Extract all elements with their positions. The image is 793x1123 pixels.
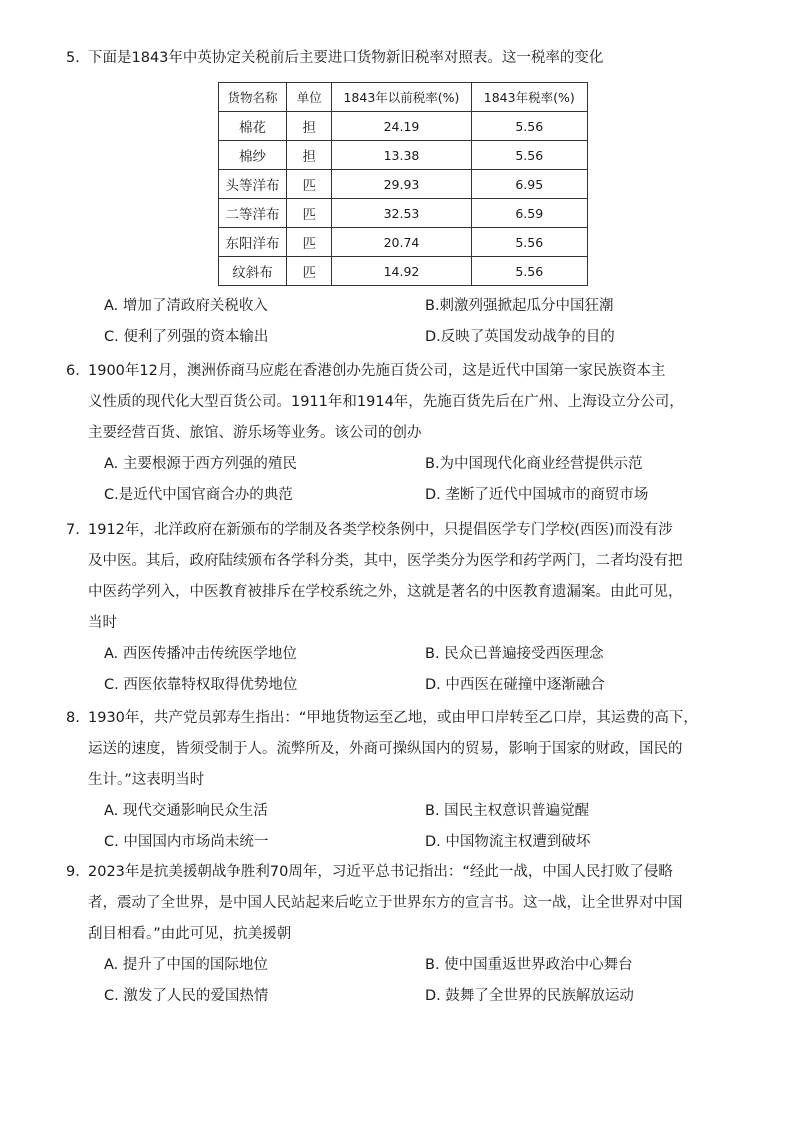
option-d[interactable]: D.反映了英国发动战争的目的: [425, 329, 615, 345]
option-a[interactable]: A. 主要根源于西方列强的殖民: [104, 456, 297, 472]
header-new-rate: 1843年税率(%): [471, 83, 587, 112]
stem-line: 义性质的现代化大型百货公司。1911年和1914年，先施百货先后在广州、上海设立分公司，: [88, 394, 684, 410]
new-rate-cell: 6.59: [471, 199, 587, 228]
stem-line: 刮目相看。”由此可见，抗美援朝: [88, 926, 292, 942]
option-d[interactable]: D. 中国物流主权遭到破坏: [425, 834, 591, 850]
question-8: [0, 703, 793, 858]
options-row: [0, 670, 793, 701]
unit-cell: 担: [287, 112, 332, 141]
goods-cell: 棉纱: [219, 141, 287, 170]
unit-cell: 匹: [287, 199, 332, 228]
options-row: [0, 827, 793, 858]
goods-cell: 纹斜布: [219, 257, 287, 286]
table-row: [219, 141, 588, 170]
options-row: [0, 796, 793, 827]
new-rate-cell: 6.95: [471, 170, 587, 199]
stem-line: 运送的速度，皆须受制于人。流弊所及，外商可操纵国内的贸易，影响于国家的财政，国民的: [88, 741, 683, 757]
goods-cell: 棉花: [219, 112, 287, 141]
old-rate-cell: 24.19: [332, 112, 471, 141]
question-stem: [0, 703, 793, 796]
old-rate-cell: 29.93: [332, 170, 471, 199]
old-rate-cell: 20.74: [332, 228, 471, 257]
stem-line: 2023年是抗美援朝战争胜利70周年，习近平总书记指出：“经此一战，中国人民打败了侵略: [88, 864, 673, 880]
old-rate-cell: 14.92: [332, 257, 471, 286]
table-row: [219, 170, 588, 199]
option-d[interactable]: D. 垄断了近代中国城市的商贸市场: [425, 487, 649, 503]
tariff-table: [218, 82, 588, 286]
question-7: [0, 515, 793, 701]
table-row: [219, 112, 588, 141]
question-9: [0, 857, 793, 1012]
stem-line: 者，震动了全世界，是中国人民站起来后屹立于世界东方的宣言书。这一战，让全世界对中国: [88, 895, 683, 911]
new-rate-cell: 5.56: [471, 257, 587, 286]
goods-cell: 二等洋布: [219, 199, 287, 228]
option-a[interactable]: A. 增加了清政府关税收入: [104, 298, 268, 314]
option-b[interactable]: B. 民众已普遍接受西医理念: [425, 646, 604, 662]
option-c[interactable]: C. 中国国内市场尚未统一: [104, 834, 269, 850]
question-stem: [0, 43, 793, 74]
question-5: [0, 43, 793, 74]
question-stem: [0, 857, 793, 950]
stem-line: 中医药学列入，中医教育被排斥在学校系统之外，这就是著名的中医教育遗漏案。由此可见，: [88, 584, 683, 600]
stem-line: 及中医。其后，政府陆续颁布各学科分类，其中，医学类分为医学和药学两门，二者均没有把: [88, 553, 683, 569]
option-a[interactable]: A. 现代交通影响民众生活: [104, 803, 268, 819]
new-rate-cell: 5.56: [471, 141, 587, 170]
question-number: 7.: [66, 522, 80, 538]
header-goods: 货物名称: [219, 83, 287, 112]
question-number: 9.: [66, 864, 80, 880]
table-row: [219, 228, 588, 257]
options-row: [0, 639, 793, 670]
option-a[interactable]: A. 提升了中国的国际地位: [104, 957, 268, 973]
option-b[interactable]: B. 使中国重返世界政治中心舞台: [425, 957, 633, 973]
option-b[interactable]: B.为中国现代化商业经营提供示范: [425, 456, 643, 472]
question-5-options: [0, 291, 793, 353]
options-row: [0, 449, 793, 480]
old-rate-cell: 32.53: [332, 199, 471, 228]
new-rate-cell: 5.56: [471, 112, 587, 141]
unit-cell: 匹: [287, 257, 332, 286]
goods-cell: 头等洋布: [219, 170, 287, 199]
options-row: [0, 322, 793, 353]
question-6: [0, 356, 793, 511]
new-rate-cell: 5.56: [471, 228, 587, 257]
stem-line: 生计。”这表明当时: [88, 772, 205, 788]
stem-line: 1930年，共产党员郭寿生指出：“甲地货物运至乙地，或由甲口岸转至乙口岸，其运费的高下，: [88, 710, 698, 726]
stem-line: 下面是1843年中英协定关税前后主要进口货物新旧税率对照表。这一税率的变化: [88, 50, 604, 66]
options-row: [0, 981, 793, 1012]
old-rate-cell: 13.38: [332, 141, 471, 170]
option-c[interactable]: C. 便利了列强的资本输出: [104, 329, 269, 345]
stem-line: 当时: [88, 615, 117, 631]
question-number: 8.: [66, 710, 80, 726]
option-c[interactable]: C.是近代中国官商合办的典范: [104, 487, 293, 503]
table-header-row: [219, 83, 588, 112]
option-b[interactable]: B. 国民主权意识普遍觉醒: [425, 803, 590, 819]
options-row: [0, 950, 793, 981]
goods-cell: 东阳洋布: [219, 228, 287, 257]
question-stem: [0, 515, 793, 639]
table-row: [219, 257, 588, 286]
stem-line: 1900年12月，澳洲侨商马应彪在香港创办先施百货公司，这是近代中国第一家民族资本主: [88, 363, 666, 379]
option-b[interactable]: B.刺激列强掀起瓜分中国狂潮: [425, 298, 614, 314]
options-row: [0, 291, 793, 322]
table-row: [219, 199, 588, 228]
option-d[interactable]: D. 鼓舞了全世界的民族解放运动: [425, 988, 634, 1004]
option-a[interactable]: A. 西医传播冲击传统医学地位: [104, 646, 297, 662]
stem-line: 1912年，北洋政府在新颁布的学制及各类学校条例中，只提倡医学专门学校(西医)而没有涉: [88, 522, 673, 538]
question-stem: [0, 356, 793, 449]
question-number: 5.: [66, 50, 80, 66]
unit-cell: 匹: [287, 228, 332, 257]
unit-cell: 担: [287, 141, 332, 170]
unit-cell: 匹: [287, 170, 332, 199]
option-d[interactable]: D. 中西医在碰撞中逐渐融合: [425, 677, 605, 693]
option-c[interactable]: C. 激发了人民的爱国热情: [104, 988, 269, 1004]
option-c[interactable]: C. 西医依靠特权取得优势地位: [104, 677, 298, 693]
header-unit: 单位: [287, 83, 332, 112]
question-number: 6.: [66, 363, 80, 379]
header-old-rate: 1843年以前税率(%): [332, 83, 471, 112]
stem-line: 主要经营百货、旅馆、游乐场等业务。该公司的创办: [88, 425, 422, 441]
options-row: [0, 480, 793, 511]
